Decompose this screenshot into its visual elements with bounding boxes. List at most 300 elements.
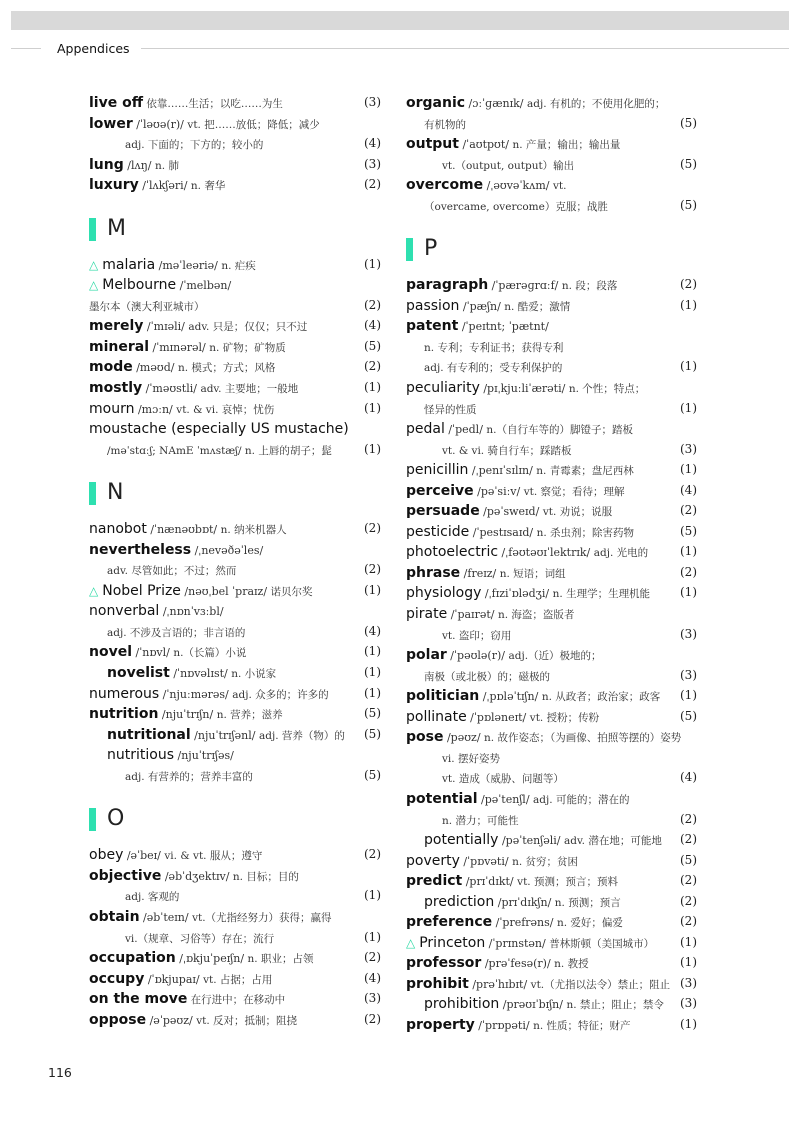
headword: nanobot <box>89 521 147 538</box>
entry-line <box>406 624 697 645</box>
entry-line <box>406 459 697 480</box>
definition: adj. 可能的；潜在的 <box>533 793 630 806</box>
unit-number: (3) <box>680 626 697 641</box>
entry-line <box>406 952 697 973</box>
headword: polar <box>406 647 447 664</box>
glossary-entry <box>89 174 381 195</box>
entry-line <box>89 398 381 419</box>
entry-line <box>89 274 381 295</box>
headword: lung <box>89 156 124 173</box>
pronunciation: /ˈmɪəli/ <box>143 320 189 334</box>
page-section-title: Appendices <box>57 41 130 56</box>
headword: paragraph <box>406 277 489 294</box>
definition: adj. 有专利的；受专利保护的 <box>424 362 563 375</box>
definition: n.（自行车等的）脚镫子；踏板 <box>486 424 634 437</box>
glossary-entry <box>89 865 381 906</box>
unit-number: (1) <box>364 441 381 456</box>
pronunciation: /ˈnɒvəlɪst/ <box>169 667 232 681</box>
entry-line <box>89 968 381 989</box>
entry-line <box>89 113 381 134</box>
headword: pedal <box>406 421 445 438</box>
unit-number: (1) <box>680 934 697 949</box>
glossary-entry <box>406 993 697 1014</box>
entry-line <box>406 356 697 377</box>
unit-number: (3) <box>364 156 381 171</box>
definition: vt. 反对；抵制；阻挠 <box>196 1014 298 1027</box>
entry-line <box>406 788 697 809</box>
entry-line <box>406 685 697 706</box>
definition: n. 疟疾 <box>221 259 256 272</box>
entry-line <box>406 932 697 953</box>
glossary-entry <box>89 683 381 704</box>
glossary-entry <box>406 315 697 377</box>
header-rule <box>141 48 789 49</box>
glossary-entry <box>89 703 381 724</box>
glossary-entry <box>89 113 381 154</box>
unit-number: (5) <box>364 726 381 741</box>
entry-line <box>406 870 697 891</box>
glossary-entry <box>406 911 697 932</box>
glossary-entry <box>89 1009 381 1030</box>
entry-line <box>89 518 381 539</box>
entry-line <box>406 398 697 419</box>
entry-line <box>89 418 381 439</box>
pronunciation: /məˈleəriə/ <box>155 258 222 272</box>
entry-line <box>89 254 381 275</box>
pronunciation: /prəʊɪˈbɪʃn/ <box>499 998 567 1012</box>
headword: persuade <box>406 503 480 520</box>
glossary-entry <box>89 356 381 377</box>
headword: peculiarity <box>406 380 480 397</box>
headword: novelist <box>107 665 170 682</box>
entry-line <box>89 336 381 357</box>
entry-line <box>89 662 381 683</box>
unit-number: (5) <box>680 156 697 171</box>
definition: n. 段；段落 <box>561 280 618 293</box>
definition: n. 肺 <box>155 159 179 172</box>
entry-line <box>89 844 381 865</box>
glossary-entry <box>406 870 697 891</box>
pronunciation: /ˈlʌkʃəri/ <box>138 179 191 193</box>
entry-line <box>406 418 697 439</box>
glossary-entry <box>406 685 697 706</box>
headword: patent <box>406 318 459 335</box>
headword: lower <box>89 115 133 132</box>
headword: novel <box>89 644 133 661</box>
pronunciation: /ˈpeɪtnt; ˈpætnt/ <box>458 320 549 334</box>
entry-line <box>89 377 381 398</box>
glossary-entry <box>406 603 697 644</box>
definition: vt. <box>552 180 567 193</box>
pronunciation: /ˈmelbən/ <box>176 279 232 293</box>
pronunciation: /ˈməʊstli/ <box>142 382 201 396</box>
unit-number: (3) <box>364 991 381 1006</box>
headword: predict <box>406 873 463 890</box>
pronunciation: /ˌnevəðəˈles/ <box>191 543 264 557</box>
glossary-entry <box>89 336 381 357</box>
entry-line <box>406 644 697 665</box>
entry-line <box>89 641 381 662</box>
definition: vt.（output, output）输出 <box>442 159 575 172</box>
headword: Nobel Prize <box>102 582 181 599</box>
pronunciation: /lʌŋ/ <box>123 158 155 172</box>
pronunciation: /prɪˈdɪkʃn/ <box>494 895 555 909</box>
section-heading-m <box>89 209 381 249</box>
pronunciation: /ˈmɪnərəl/ <box>149 340 210 354</box>
entry-line <box>89 724 381 745</box>
entry-line <box>406 541 697 562</box>
unit-number: (2) <box>364 562 381 577</box>
triangle-icon: △ <box>89 278 99 293</box>
definition: vt. 授粉；传粉 <box>529 711 600 724</box>
glossary-entry <box>89 906 381 947</box>
glossary-entry <box>89 600 381 641</box>
headword: phrase <box>406 564 461 581</box>
unit-number: (2) <box>680 914 697 929</box>
entry-line <box>406 521 697 542</box>
definition: vi. 摆好姿势 <box>442 752 500 765</box>
definition: vt. 把……放低；降低；减少 <box>187 118 320 131</box>
definition: adv. 只是；仅仅；只不过 <box>188 321 308 334</box>
glossary-entry <box>89 92 381 113</box>
pronunciation: /ˈpɒləneɪt/ <box>466 710 530 724</box>
definition: vt. 预测；预言；预料 <box>517 876 618 889</box>
glossary-entry <box>406 521 697 542</box>
headword: organic <box>406 95 466 111</box>
entry-line <box>406 133 697 154</box>
glossary-entry <box>406 274 697 295</box>
glossary-entry <box>89 580 381 601</box>
entry-line <box>89 703 381 724</box>
entry-line <box>406 439 697 460</box>
definition: 墨尔本（澳大利亚城市） <box>89 300 205 313</box>
pronunciation: /əbˈdʒektɪv/ <box>161 869 233 883</box>
entry-line <box>406 295 697 316</box>
entry-line <box>89 315 381 336</box>
entry-line <box>89 439 381 460</box>
definition: n. 酷爱；激情 <box>504 300 571 313</box>
headword: professor <box>406 955 482 972</box>
glossary-entry <box>406 418 697 459</box>
definition: n. 预测；预言 <box>554 896 621 909</box>
definition: vt. & vi. 哀悼；忧伤 <box>176 403 275 416</box>
definition: adj. 有营养的；营养丰富的 <box>125 770 253 783</box>
unit-number: (4) <box>680 482 697 497</box>
definition: vt.（尤指经努力）获得；赢得 <box>192 911 332 924</box>
left-column <box>89 92 381 1029</box>
headword: perceive <box>406 482 474 499</box>
entry-line <box>89 1009 381 1030</box>
pronunciation: /ˈprɒpəti/ <box>474 1018 534 1032</box>
pronunciation: /njuˈtrɪʃəs/ <box>174 749 234 763</box>
unit-number: (2) <box>364 359 381 374</box>
glossary-entry <box>406 932 697 953</box>
definition: n. 个性；特点； <box>568 383 646 396</box>
section-heading-p <box>406 229 697 269</box>
unit-number: (5) <box>680 708 697 723</box>
entry-line <box>406 603 697 624</box>
definition: 南极（或北极）的；磁极的 <box>424 670 550 683</box>
unit-number: (1) <box>364 256 381 271</box>
glossary-entry <box>89 315 381 336</box>
definition: adj. 有机的；不使用化肥的； <box>527 98 666 110</box>
headword: politician <box>406 688 480 705</box>
entry-line <box>89 539 381 560</box>
glossary-entry <box>89 844 381 865</box>
definition: vt. 占据；占用 <box>203 973 273 986</box>
definition: 依靠……生活；以吃……为生 <box>143 98 283 110</box>
pronunciation: /nəʊˌbel ˈpraɪz/ <box>180 584 271 598</box>
definition: 在行进中；在移动中 <box>187 994 286 1007</box>
entry-line <box>89 865 381 886</box>
definition: adv. 尽管如此；不过；然而 <box>107 565 237 578</box>
unit-number: (1) <box>364 582 381 597</box>
glossary-entry <box>406 726 697 788</box>
definition: n. 奢华 <box>190 180 226 193</box>
glossary-entry <box>406 706 697 727</box>
pronunciation: /ˈnjuːmərəs/ <box>159 687 233 701</box>
entry-line <box>406 154 697 175</box>
entry-line <box>406 315 697 336</box>
section-heading-o <box>89 799 381 839</box>
glossary-entry <box>89 988 381 1009</box>
glossary-entry <box>406 850 697 871</box>
unit-number: (1) <box>680 297 697 312</box>
glossary-entry <box>89 154 381 175</box>
pronunciation: /njuˈtrɪʃn/ <box>158 708 217 722</box>
entry-line <box>406 195 697 216</box>
triangle-icon: △ <box>406 935 416 950</box>
pronunciation: /prɪˈdɪkt/ <box>462 875 518 889</box>
entry-line <box>89 906 381 927</box>
headword: prediction <box>424 893 495 910</box>
glossary-entry <box>89 662 381 683</box>
headword: mode <box>89 359 133 376</box>
definition: adv. 主要地；一般地 <box>200 383 299 396</box>
pronunciation: /pəˈsweɪd/ <box>479 505 543 519</box>
entry-line <box>89 295 381 316</box>
pronunciation: /ˈpærəɡrɑːf/ <box>488 279 562 293</box>
definition: n. 性质；特征；财产 <box>533 1019 631 1032</box>
unit-number: (5) <box>680 852 697 867</box>
unit-number: (3) <box>680 996 697 1011</box>
pronunciation: /ˈaʊtpʊt/ <box>458 138 513 152</box>
pronunciation: /pəʊz/ <box>443 731 485 745</box>
top-bar <box>11 11 789 30</box>
entry-line <box>406 706 697 727</box>
entry-line <box>406 582 697 603</box>
unit-number: (5) <box>364 767 381 782</box>
pronunciation: /ˈnænəʊbɒt/ <box>146 523 221 537</box>
glossary-entry <box>89 641 381 662</box>
unit-number: (5) <box>364 338 381 353</box>
entry-line <box>406 1014 697 1035</box>
glossary-entry <box>406 541 697 562</box>
headword: nevertheless <box>89 541 192 558</box>
entry-line <box>89 580 381 601</box>
definition: n. 杀虫剂；除害药物 <box>536 526 635 539</box>
pronunciation: /ˌnɒnˈvɜːbl/ <box>159 605 224 619</box>
glossary-entry <box>406 891 697 912</box>
headword: preference <box>406 914 493 931</box>
unit-number: (1) <box>364 380 381 395</box>
entry-line <box>406 274 697 295</box>
headword: malaria <box>102 256 156 273</box>
definition: vi. & vt. 服从；遵守 <box>164 850 263 863</box>
headword: obtain <box>89 908 140 925</box>
unit-number: (2) <box>364 521 381 536</box>
pronunciation: /ˈprɪnstən/ <box>485 936 550 950</box>
unit-number: (1) <box>364 685 381 700</box>
definition: vt.（尤指以法令）禁止；阻止 <box>530 978 671 991</box>
glossary-entry <box>89 518 381 539</box>
definition: 有机物的 <box>424 118 466 131</box>
unit-number: (4) <box>680 770 697 785</box>
definition: 怪异的性质 <box>424 403 477 416</box>
section-letter: O <box>107 806 125 832</box>
definition: n. 目标；目的 <box>232 870 299 883</box>
headword: on the move <box>89 991 188 1008</box>
pronunciation: /ˌpɒləˈtɪʃn/ <box>479 690 542 704</box>
pronunciation: /prəˈfesə(r)/ <box>481 957 555 971</box>
pronunciation: /əbˈteɪn/ <box>139 910 193 924</box>
entry-line <box>406 911 697 932</box>
headword: moustache <box>89 421 167 438</box>
definition: vt. 察觉；看待；理解 <box>523 485 625 498</box>
entry-line <box>89 154 381 175</box>
unit-number: (4) <box>364 623 381 638</box>
glossary-entry <box>406 562 697 583</box>
entry-line <box>89 621 381 642</box>
headword: numerous <box>89 685 160 702</box>
glossary-entry <box>406 377 697 418</box>
entry-line <box>89 356 381 377</box>
headword: pose <box>406 729 444 746</box>
headword: nutritious <box>107 747 174 764</box>
glossary-entry <box>89 947 381 968</box>
definition: n. 教授 <box>554 958 589 971</box>
headword: Melbourne <box>102 277 177 294</box>
pronunciation: /ˌfəʊtəʊɪˈlektrɪk/ <box>498 546 594 560</box>
headword: nutrition <box>89 706 159 723</box>
entry-line <box>406 174 697 195</box>
glossary-entry <box>406 582 697 603</box>
entry-line <box>406 850 697 871</box>
definition: 普林斯顿（美国城市） <box>549 937 655 950</box>
definition: 诺贝尔奖 <box>270 585 313 598</box>
glossary-entry <box>406 295 697 316</box>
pronunciation: /ˈprefrəns/ <box>492 916 557 930</box>
definition: （overcame, overcome）克服；战胜 <box>424 200 608 213</box>
definition: n. 矿物；矿物质 <box>209 341 286 354</box>
glossary-entry <box>406 92 697 133</box>
pronunciation: /ɔːˈɡænɪk/ <box>465 97 528 110</box>
definition: vi.（规章、习俗等）存在；流行 <box>125 932 275 945</box>
entry-line <box>406 562 697 583</box>
definition: /məˈstɑːʃ; NAmE ˈmʌstæʃ/ n. 上唇的胡子；髭 <box>107 444 332 457</box>
pronunciation: /ˈpəʊlə(r)/ <box>446 649 509 663</box>
headword: nonverbal <box>89 603 160 620</box>
section-letter: P <box>424 236 438 262</box>
unit-number: (2) <box>364 177 381 192</box>
section-letter: N <box>107 480 124 506</box>
entry-line <box>406 92 697 113</box>
headword: output <box>406 136 459 153</box>
definition: n. 产量；输出；输出量 <box>512 139 621 152</box>
definition: n. 潜力；可能性 <box>442 814 519 827</box>
pronunciation: /ˈpedl/ <box>444 423 487 437</box>
unit-number: (1) <box>680 400 697 415</box>
unit-number: (1) <box>364 400 381 415</box>
definition: n.（长篇）小说 <box>173 647 247 660</box>
pronunciation: /pəˈsiːv/ <box>473 484 524 498</box>
unit-number: (4) <box>364 318 381 333</box>
headword: live off <box>89 95 144 111</box>
pronunciation: /freɪz/ <box>460 566 500 580</box>
unit-number: (1) <box>680 359 697 374</box>
headword: oppose <box>89 1011 147 1028</box>
unit-number: (1) <box>364 644 381 659</box>
entry-line <box>406 726 697 747</box>
headword: penicillin <box>406 462 469 479</box>
headword: nutritional <box>107 726 191 743</box>
pronunciation: /əˈpəʊz/ <box>146 1013 197 1027</box>
headword: property <box>406 1016 475 1033</box>
definition: vt. 劝说；说服 <box>542 506 613 519</box>
definition: n. 模式；方式；风格 <box>177 362 276 375</box>
header-rule <box>11 48 41 49</box>
headword: mostly <box>89 380 143 397</box>
headword: merely <box>89 318 144 335</box>
entry-line <box>406 377 697 398</box>
definition: n. 青霉素；盘尼西林 <box>536 465 634 478</box>
pronunciation: /pɪˌkjuːliˈærəti/ <box>479 382 569 396</box>
glossary-entry <box>89 254 381 275</box>
entry-line <box>406 767 697 788</box>
entry-line <box>406 500 697 521</box>
entry-line <box>89 600 381 621</box>
entry-line <box>89 765 381 786</box>
definition: vt. 盗印；窃用 <box>442 629 512 642</box>
entry-line <box>89 559 381 580</box>
unit-number: (2) <box>680 832 697 847</box>
headword: obey <box>89 847 124 864</box>
section-heading-n <box>89 473 381 513</box>
pronunciation: /ˈpaɪrət/ <box>447 608 498 622</box>
glossary-entry <box>89 724 381 786</box>
headword: pirate <box>406 606 448 623</box>
glossary-entry <box>406 788 697 829</box>
pronunciation: /njuˈtrɪʃənl/ <box>190 728 259 742</box>
glossary-entry <box>89 377 381 398</box>
unit-number: (1) <box>680 1016 697 1031</box>
entry-line <box>406 113 697 134</box>
pronunciation: /ˌəʊvəˈkʌm/ <box>483 179 553 193</box>
definition: adj. 营养（物）的 <box>258 729 345 742</box>
glossary-entry <box>406 973 697 994</box>
pronunciation: /pəˈtenʃəli/ <box>498 834 564 848</box>
unit-number: (5) <box>680 115 697 130</box>
unit-number: (3) <box>680 975 697 990</box>
entry-line <box>89 988 381 1009</box>
entry-line <box>89 947 381 968</box>
unit-number: (5) <box>364 706 381 721</box>
entry-line <box>89 744 381 765</box>
unit-number: (2) <box>364 847 381 862</box>
unit-number: (1) <box>364 888 381 903</box>
unit-number: (2) <box>680 503 697 518</box>
headword: Princeton <box>419 934 486 951</box>
